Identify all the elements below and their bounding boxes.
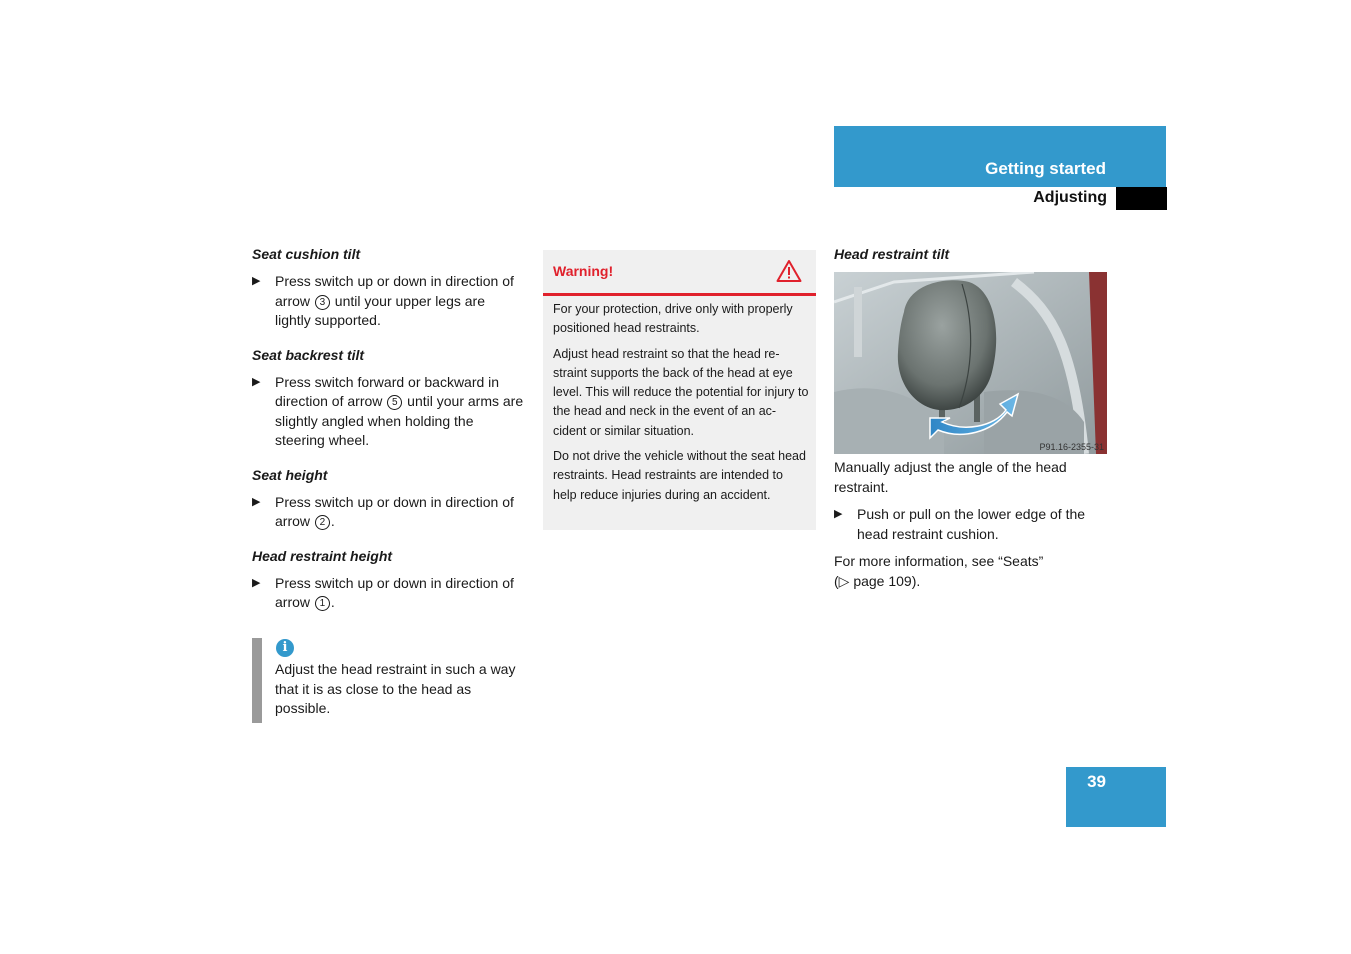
warning-paragraph: Do not drive the vehicle without the seat head restraints. Head restraints are intended to help reduce injuries during an accident. xyxy=(553,449,806,502)
bullet-icon: ▶ xyxy=(252,495,261,508)
page-number-tab xyxy=(1066,767,1166,827)
bullet-icon: ▶ xyxy=(834,508,843,520)
page-reference-link[interactable]: (▷ page 109). xyxy=(834,572,921,589)
head-restraint-illustration xyxy=(834,272,1107,454)
warning-header xyxy=(543,250,816,296)
step-head-restraint-height: ▶ Press switch up or down in direction of arrow 1 . xyxy=(252,574,514,610)
warning-box xyxy=(543,250,816,530)
head-restraint-figure xyxy=(834,272,1107,454)
arrow-number-badge: 3 xyxy=(315,295,330,310)
info-note xyxy=(252,638,524,723)
bullet-icon: ▶ xyxy=(252,375,261,388)
heading-seat-cushion-tilt: Seat cushion tilt xyxy=(252,246,361,262)
warning-body xyxy=(553,300,809,511)
figure-caption: Manually adjust the angle of the head restraint. xyxy=(834,459,1067,495)
page-number: 39 xyxy=(1087,772,1106,791)
left-column xyxy=(252,245,524,628)
info-text: Adjust the head restraint in such a way that it is as close to the head as possible. xyxy=(275,661,516,716)
heading-head-restraint-height: Head restraint height xyxy=(252,547,393,564)
step-seat-cushion-tilt: ▶ Press switch up or down in direction of arrow 3 until your upper legs are lightly supported. xyxy=(252,273,514,328)
info-bar xyxy=(252,638,262,723)
bullet-icon: ▶ xyxy=(252,275,261,287)
section-title: Getting started xyxy=(985,159,1106,178)
info-icon: i xyxy=(276,639,294,657)
arrow-number-badge: 1 xyxy=(315,596,330,611)
section-header-tab xyxy=(834,126,1166,187)
warning-paragraph: For your protection, drive only with properly positioned head restraints. xyxy=(553,302,793,336)
right-column xyxy=(834,245,1107,272)
step-head-restraint-tilt: ▶ Push or pull on the lower edge of the head restraint cushion. xyxy=(834,506,1086,542)
heading-seat-backrest-tilt: Seat backrest tilt xyxy=(252,346,365,363)
warning-triangle-icon xyxy=(776,259,802,283)
subsection-title: Adjusting xyxy=(1033,189,1107,206)
step-seat-height: ▶ Press switch up or down in direction of arrow 2 . xyxy=(252,493,514,529)
more-info-text: For more information, see “Seats” (▷ page 109). xyxy=(834,553,1044,589)
right-column-body xyxy=(834,458,1107,591)
heading-head-restraint-tilt: Head restraint tilt xyxy=(834,246,950,262)
warning-label: Warning! xyxy=(553,263,614,279)
figure-id: P91.16-2355-31 xyxy=(1039,442,1104,452)
bullet-icon: ▶ xyxy=(252,576,261,589)
heading-seat-height: Seat height xyxy=(252,466,328,483)
arrow-number-badge: 2 xyxy=(315,515,330,530)
step-seat-backrest-tilt: ▶ Press switch forward or backward in direction of arrow 5 until your arms are slightly angled when holding the steering wheel. xyxy=(252,373,524,448)
arrow-number-badge: 5 xyxy=(387,395,402,410)
subsection-marker xyxy=(1116,187,1167,210)
warning-paragraph: Adjust head restraint so that the head re-straint supports the back of the head at eye level. This will reduce the potential for injury to the head and neck in the event of an ac-cident or similar situation. xyxy=(553,346,809,438)
